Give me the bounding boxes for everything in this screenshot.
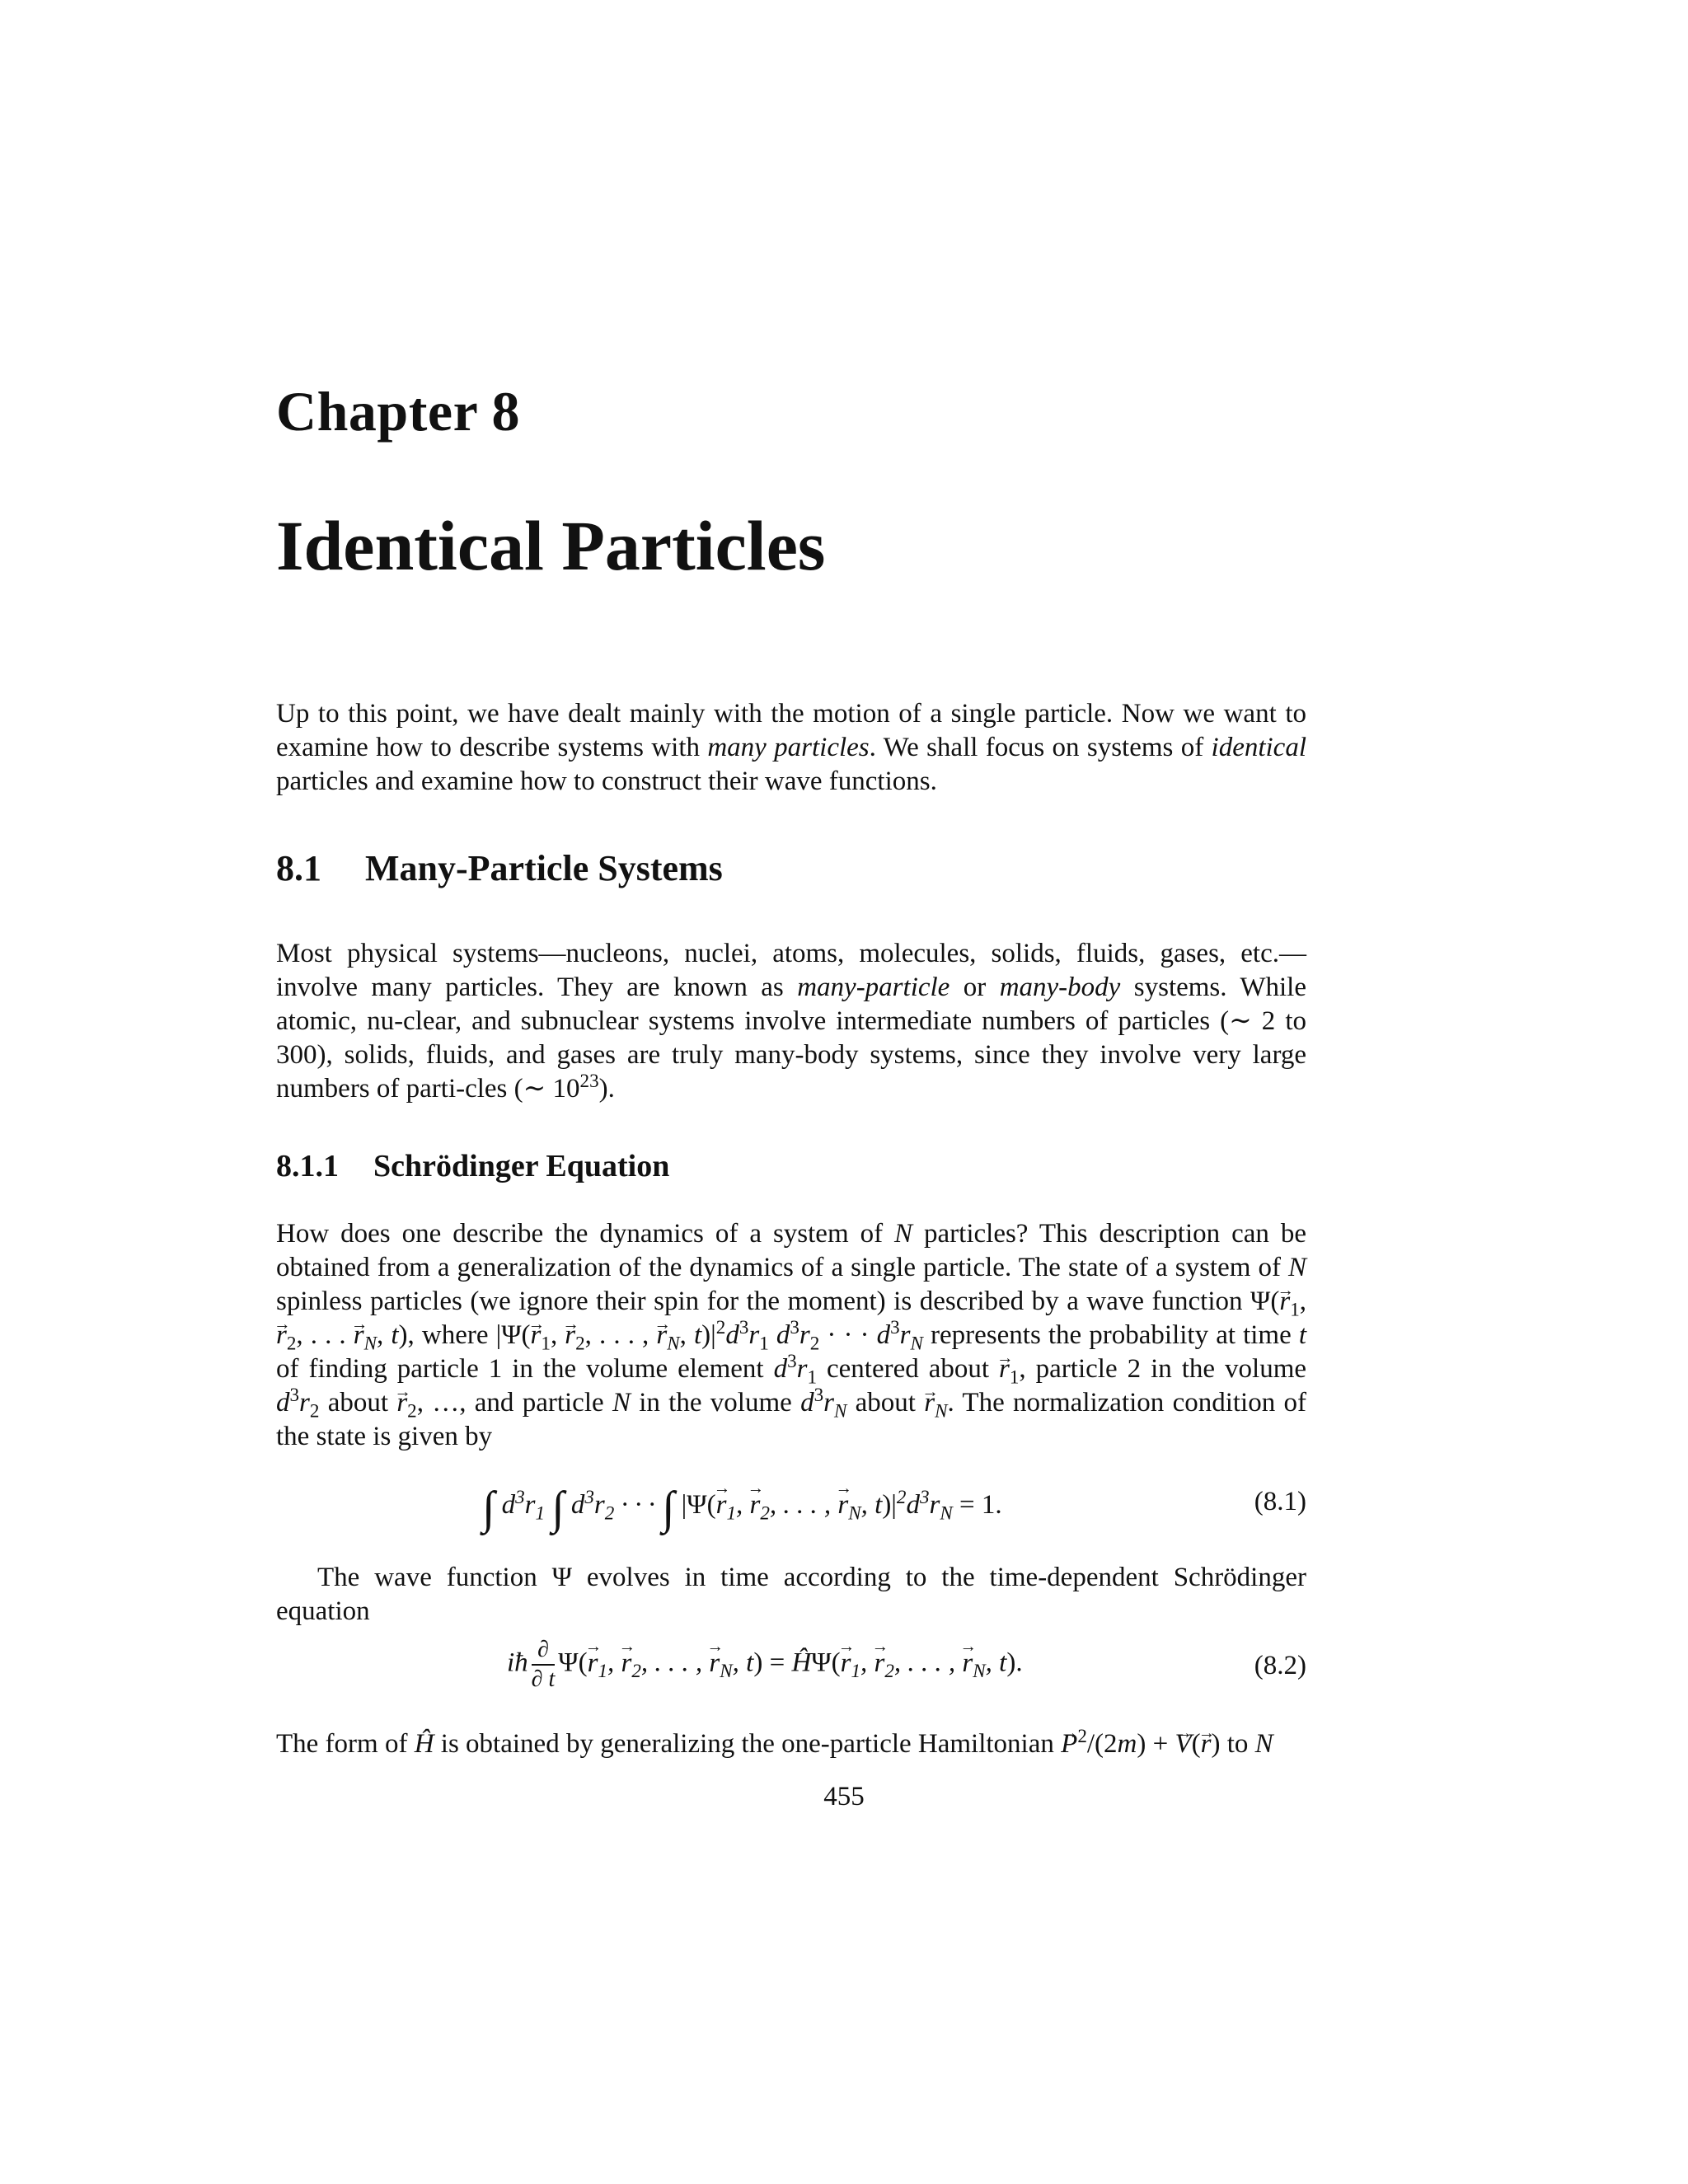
equation-number: (8.2)	[1254, 1651, 1306, 1680]
equation-8-1	[276, 1472, 1306, 1546]
chapter-label: Chapter 8	[276, 380, 521, 443]
emphasis-many-particles: many particles	[707, 733, 870, 762]
equation-8-2	[276, 1636, 1306, 1710]
time-dependent-schrodinger-equation: iħ $\frac{\partial}{\partial t}$ $\Psi(\to r_1$, → $r_2$, . . . , → $r_N$, t) = ĤΨ(→ $r_1$, → $r_2$, . . . , → $r_N$, t).	[507, 1636, 1023, 1694]
emphasis-identical: identical	[1211, 733, 1306, 762]
section-8-1-paragraph: Most physical systems—nucleons, nuclei, atoms, molecules, solids, fluids, gases, etc.—involve many particles. They are known as many-particle or many-body systems. While atomic, nu-clear, and subnuclear systems involve intermediate numbers of particles (∼ 2 to 300), solids, fluids, and gases are truly many-body systems, since they involve very large numbers of parti-cles (∼ $10^{23}$).	[276, 939, 1307, 1104]
hamiltonian-paragraph: The form of Ĥ is obtained by generalizing the one-particle Hamiltonian → $P^2/(2m)$ + → V(→ r) to N	[276, 1727, 1306, 1761]
schrodinger-intro-line: The wave function Ψ evolves in time according to the time-dependent Schrödinger equation	[276, 1563, 1306, 1626]
subsection-8-1-1-paragraph: How does one describe the dynamics of a system of N particles? This description can be obtained from a generalization of the dynamics of a single particle. The state of a system of N spinless particles (we ignore their spin for the moment) is described by a wave function $\Psi(\to r_1$, → $r_2$, . . . → $r_N$, t), where $|\Psi(\to r_1$, → $r_2$, . . . , → $r_N$, $t)|^2d^3r_1$ $d^3r_2$ · · · $d^3r_N$ represents the probability at time t of finding particle 1 in the volume element $d^3r_1$ centered about → $r_1$, particle 2 in the volume $d^3r_2$ about → $r_2$, …, and particle N in the volume $d^3r_N$ about → $r_N$. The normalization condition of the state is given by	[276, 1217, 1306, 1454]
chapter-title: Identical Particles	[276, 506, 826, 585]
section-number: 8.1	[276, 848, 321, 888]
subsection-title: Schrödinger Equation	[373, 1149, 670, 1183]
section-title: Many-Particle Systems	[365, 848, 723, 888]
subsection-number: 8.1.1	[276, 1149, 339, 1183]
intro-paragraph: Up to this point, we have dealt mainly with the motion of a single particle. Now we want to examine how to describe systems with many particles. We shall focus on systems of identical particles and examine how to construct their wave functions.	[276, 699, 1306, 796]
inline-math-wavefunction: $\Psi(\to r_1$, → $r_2$, . . . → $r_N$, t)	[276, 1286, 1306, 1350]
normalization-integral: ∫ $d^3r_1$ ∫ $d^3r_2$ · · · ∫ $|\Psi(\to r_1$, → $r_2$, . . . , → $r_N$, $t)|^2d^3r_N = 1$.	[482, 1482, 1002, 1535]
equation-number: (8.1)	[1254, 1487, 1306, 1516]
inline-math-probability: $|\Psi(\to r_1$, → $r_2$, . . . , → $r_N$, $t)|^2d^3r_1$ $d^3r_2$ · · · $d^3r_N$	[496, 1320, 923, 1350]
page-number: 455	[823, 1782, 865, 1811]
section-heading-8-1	[276, 847, 1306, 889]
subsection-heading-8-1-1	[276, 1148, 1306, 1184]
